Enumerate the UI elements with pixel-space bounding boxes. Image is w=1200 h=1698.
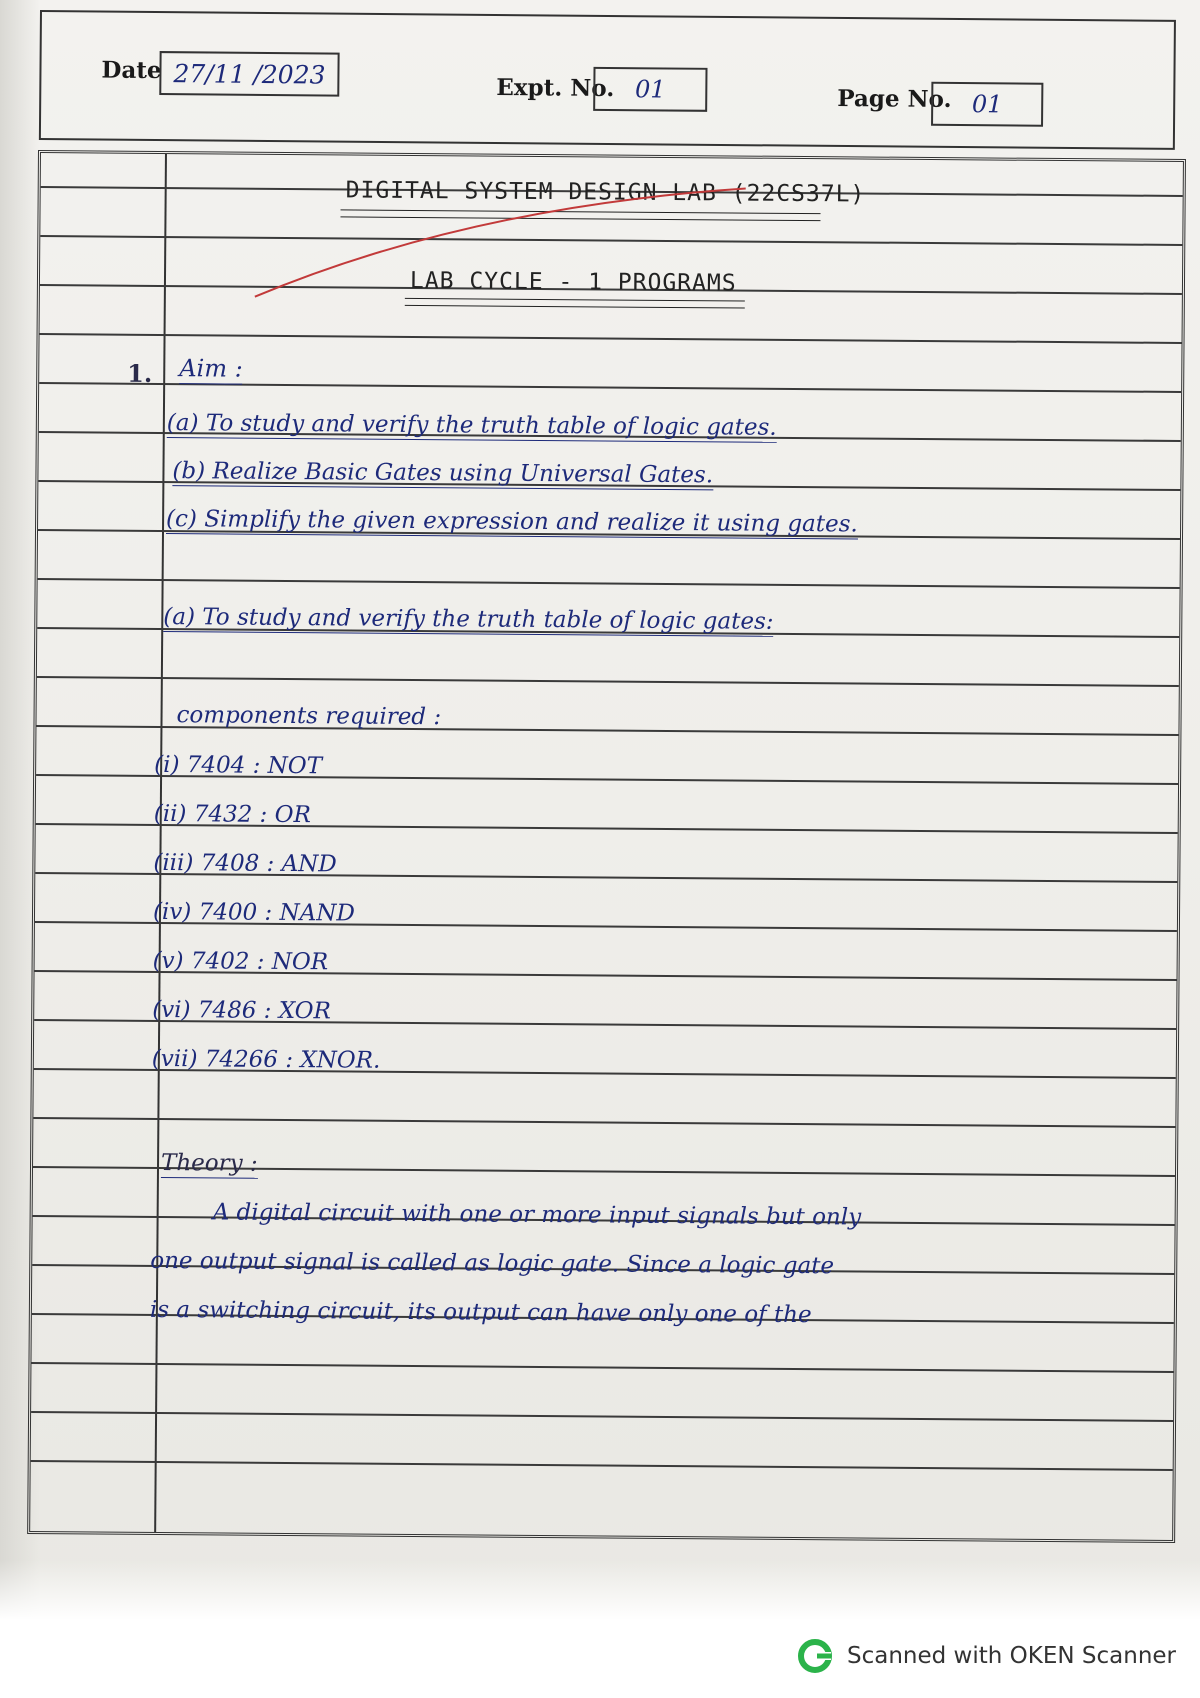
page-field <box>931 82 1043 127</box>
rule-line <box>33 1117 1175 1127</box>
rule-line <box>37 676 1179 686</box>
page-subtitle: LAB CYCLE - 1 PROGRAMS <box>409 267 737 297</box>
page-value: 01 <box>971 90 1003 119</box>
component-item: (i) 7404 : NOT <box>154 751 323 780</box>
expt-label: Expt. No. <box>496 73 615 103</box>
red-pen-stroke <box>39 153 941 360</box>
rule-line <box>31 1460 1173 1470</box>
rule-line <box>31 1362 1173 1372</box>
component-item: (ii) 7432 : OR <box>153 800 311 829</box>
components-heading: components required : <box>176 702 442 731</box>
theory-line: one output signal is called as logic gate. Since a logic gate <box>150 1247 835 1280</box>
paper-fade <box>0 1560 1200 1620</box>
aim-a: (a) To study and verify the truth table of logic gates. <box>166 410 777 441</box>
date-value: 27/11 /2023 <box>173 58 326 89</box>
scanner-text: Scanned with OKEN Scanner <box>847 1643 1176 1669</box>
date-label: Date <box>101 56 162 85</box>
aim-c: (c) Simplify the given expression and realize it using gates. <box>166 506 858 538</box>
rule-line <box>31 1411 1173 1421</box>
aim-heading: Aim : <box>179 354 243 383</box>
theory-heading: Theory : <box>160 1149 258 1177</box>
component-item: (vi) 7486 : XOR <box>152 996 332 1025</box>
margin-line <box>154 154 167 1532</box>
theory-line: is a switching circuit, its output can have only one of the <box>149 1296 812 1329</box>
date-field <box>159 51 339 97</box>
scanner-logo-icon <box>797 1638 833 1674</box>
aim-b: (b) Realize Basic Gates using Universal Gates. <box>172 458 714 489</box>
theory-line: A digital circuit with one or more input signals but only <box>212 1199 862 1231</box>
component-item: (iii) 7408 : AND <box>153 849 337 878</box>
section-a-heading: (a) To study and verify the truth table of logic gates: <box>163 603 774 635</box>
expt-field <box>593 67 707 112</box>
page-title: DIGITAL SYSTEM DESIGN LAB (22CS37L) <box>345 177 866 208</box>
header-box <box>39 10 1176 150</box>
component-item: (iv) 7400 : NAND <box>152 898 355 927</box>
expt-value: 01 <box>634 75 666 104</box>
ruled-body <box>27 150 1186 1543</box>
scanner-footer <box>0 1620 1200 1698</box>
component-item: (v) 7402 : NOR <box>152 947 329 976</box>
item-number: 1. <box>127 358 153 388</box>
component-item: (vii) 74266 : XNOR. <box>151 1045 381 1074</box>
scanner-watermark <box>797 1638 1176 1674</box>
rule-line <box>38 578 1180 588</box>
page-label: Page No. <box>837 84 952 113</box>
